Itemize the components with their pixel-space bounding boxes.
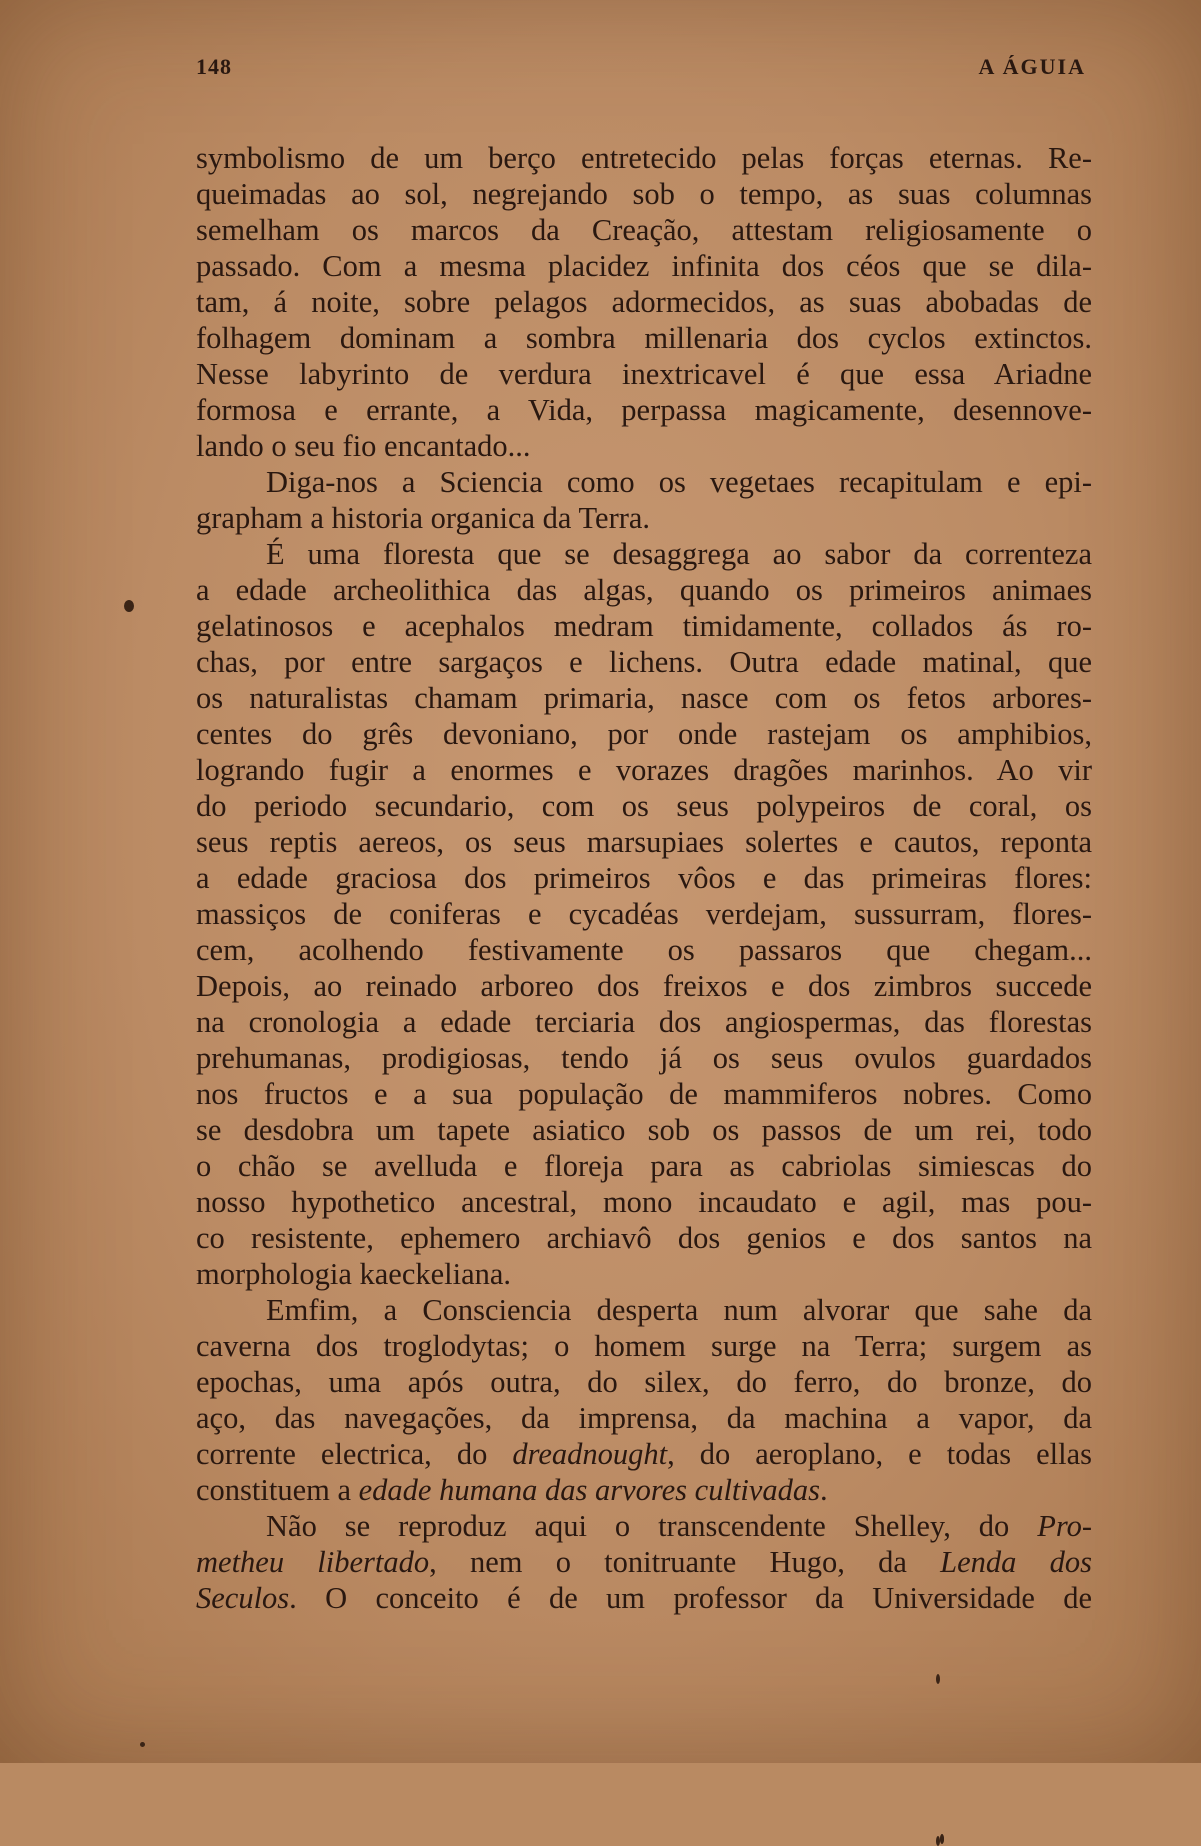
text-line: [196, 1508, 1092, 1544]
paper-speck: [124, 600, 134, 612]
text-line: seus reptis aereos, os seus marsupiaes solertes e cautos, reponta: [196, 825, 1092, 859]
text-line: [196, 1580, 1092, 1616]
italic-title: Pro-: [1037, 1509, 1092, 1543]
text-line: co resistente, ephemero archiavô dos genios e dos santos na: [196, 1221, 1092, 1255]
text-line: nos fructos e a sua população de mammiferos nobres. Como: [196, 1077, 1092, 1111]
text-run: .: [820, 1473, 828, 1507]
text-line: Depois, ao reinado arboreo dos freixos e dos zimbros succede: [196, 969, 1092, 1003]
text-line: do periodo secundario, com os seus polypeiros de coral, os: [196, 789, 1092, 823]
paper-speck: [936, 1836, 940, 1846]
text-line: [196, 1436, 1092, 1472]
text-line: Emfim, a Consciencia desperta num alvorar que sahe da: [266, 1293, 1092, 1327]
text-line: os naturalistas chamam primaria, nasce com os fetos arbores-: [196, 681, 1092, 715]
text-line: É uma floresta que se desaggrega ao sabor da correnteza: [266, 537, 1092, 571]
text-line: Diga-nos a Sciencia como os vegetaes recapitulam e epi-: [266, 465, 1092, 499]
paper-speck: [940, 1834, 944, 1844]
text-line: [196, 1472, 1092, 1508]
text-line: aço, das navegações, da imprensa, da machina a vapor, da: [196, 1401, 1092, 1435]
paper-speck: [936, 1674, 940, 1684]
text-line: a edade graciosa dos primeiros vôos e das primeiras flores:: [196, 861, 1092, 895]
text-run: . O conceito é de um professor da Universidade de: [289, 1581, 1092, 1615]
text-run: corrente electrica, do: [196, 1437, 513, 1471]
italic-title: dreadnought: [512, 1437, 668, 1471]
text-run: constituem a: [196, 1473, 359, 1507]
page-number: 148: [196, 54, 232, 79]
text-run: , do aeroplano, e todas ellas: [667, 1437, 1092, 1471]
running-head: [196, 54, 1086, 88]
body-text: [196, 140, 1092, 1616]
text-line: logrando fugir a enormes e vorazes dragões marinhos. Ao vir: [196, 753, 1092, 787]
text-run: , nem o tonitruante Hugo, da: [429, 1545, 941, 1579]
text-line: [196, 1544, 1092, 1580]
text-line: Nesse labyrinto de verdura inextricavel é que essa Ariadne: [196, 357, 1092, 391]
text-line: a edade archeolithica das algas, quando os primeiros animaes: [196, 573, 1092, 607]
text-line: prehumanas, prodigiosas, tendo já os seus ovulos guardados: [196, 1041, 1092, 1075]
text-line: centes do grês devoniano, por onde rastejam os amphibios,: [196, 717, 1092, 751]
text-line: grapham a historia organica da Terra.: [196, 501, 651, 535]
text-line: na cronologia a edade terciaria dos angiospermas, das florestas: [196, 1005, 1092, 1039]
text-line: queimadas ao sol, negrejando sob o tempo, as suas columnas: [196, 177, 1092, 211]
text-line: symbolismo de um berço entretecido pelas forças eternas. Re-: [196, 141, 1092, 175]
text-line: chas, por entre sargaços e lichens. Outra edade matinal, que: [196, 645, 1092, 679]
text-line: formosa e errante, a Vida, perpassa magicamente, desennove-: [196, 393, 1092, 427]
text-line: morphologia kaeckeliana.: [196, 1257, 512, 1291]
italic-title: metheu libertado: [196, 1545, 430, 1579]
text-line: tam, á noite, sobre pelagos adormecidos, as suas abobadas de: [196, 285, 1092, 319]
text-line: se desdobra um tapete asiatico sob os passos de um rei, todo: [196, 1113, 1092, 1147]
text-run: Não se reproduz aqui o transcendente Shelley, do: [266, 1509, 1038, 1543]
text-line: gelatinosos e acephalos medram timidamente, collados ás ro-: [196, 609, 1092, 643]
text-line: lando o seu fio encantado...: [196, 429, 531, 463]
text-line: massiços de coniferas e cycadéas verdejam, sussurram, flores-: [196, 897, 1092, 931]
paper-speck: [140, 1742, 145, 1747]
italic-title: Lenda dos: [940, 1545, 1092, 1579]
journal-title: A ÁGUIA: [978, 54, 1086, 79]
text-line: passado. Com a mesma placidez infinita dos céos que se dila-: [196, 249, 1092, 283]
text-line: caverna dos troglodytas; o homem surge na Terra; surgem as: [196, 1329, 1092, 1363]
text-line: epochas, uma após outra, do silex, do ferro, do bronze, do: [196, 1365, 1092, 1399]
italic-phrase: edade humana das arvores cultivadas: [358, 1473, 821, 1507]
text-line: folhagem dominam a sombra millenaria dos cyclos extinctos.: [196, 321, 1092, 355]
text-line: nosso hypothetico ancestral, mono incaudato e agil, mas pou-: [196, 1185, 1092, 1219]
italic-title: Seculos: [196, 1581, 290, 1615]
text-line: o chão se avelluda e floreja para as cabriolas simiescas do: [196, 1149, 1092, 1183]
text-line: semelham os marcos da Creação, attestam religiosamente o: [196, 213, 1092, 247]
text-line: cem, acolhendo festivamente os passaros que chegam...: [196, 933, 1092, 967]
